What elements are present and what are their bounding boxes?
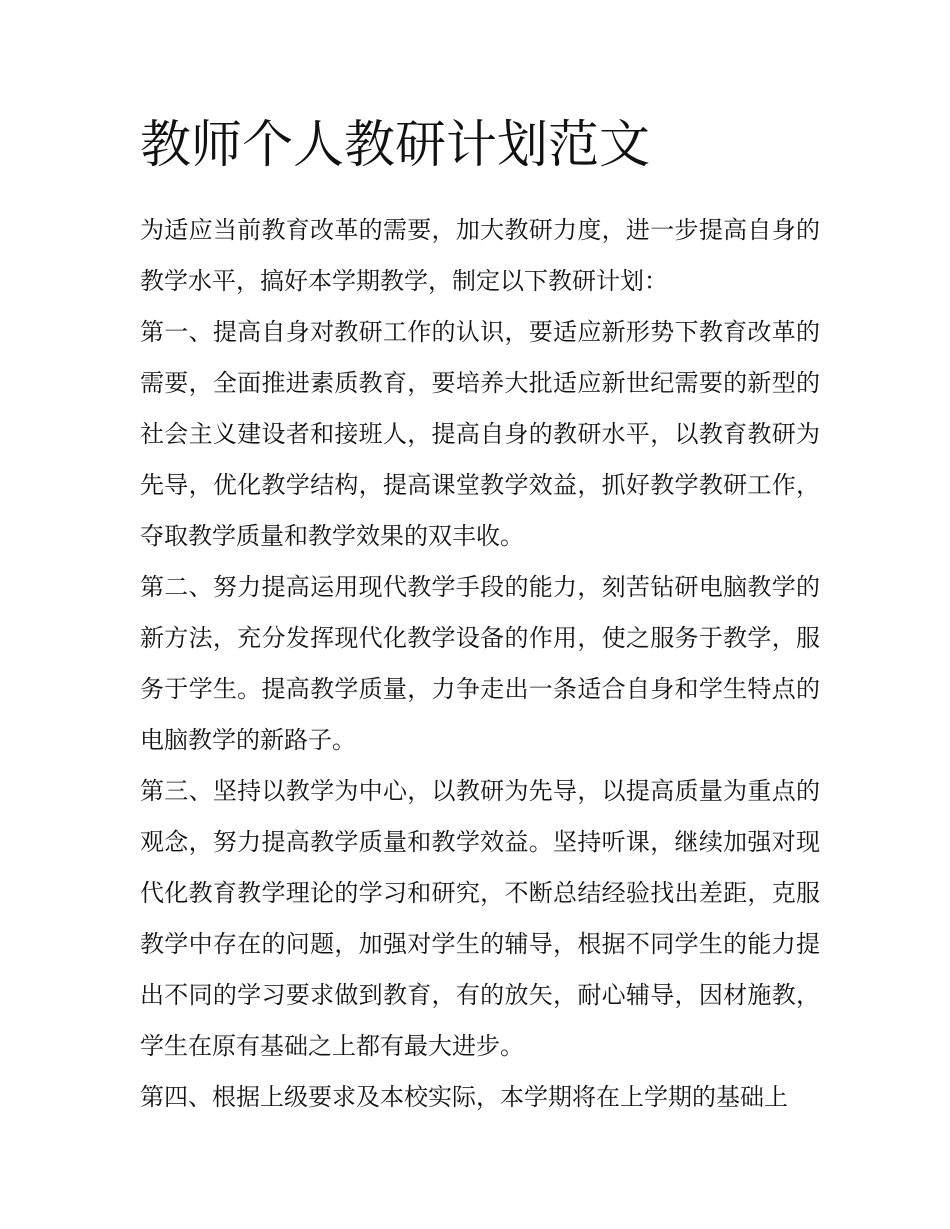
intro-paragraph: 为适应当前教育改革的需要，加大教研力度，进一步提高自身的教学水平，搞好本学期教学，制定以下教研计划： (140, 216, 820, 295)
paragraph-first: 第一、提高自身对教研工作的认识，要适应新形势下教育改革的需要，全面推进素质教育，要培养大批适应新世纪需要的新型的社会主义建设者和接班人，提高自身的教研水平，以教育教研为先导，优化教学结构，提高课堂教学效益，抓好教学教研工作，夺取教学质量和教学效果的双丰收。 (140, 318, 820, 550)
paragraph-second: 第二、努力提高运用现代教学手段的能力，刻苦钻研电脑教学的新方法，充分发挥现代化教学设备的作用，使之服务于教学，服务于学生。提高教学质量，力争走出一条适合自身和学生特点的电脑教学的新路子。 (140, 573, 820, 754)
document-title: 教师个人教研计划范文 (140, 116, 651, 175)
document-body (140, 112, 820, 1123)
paragraph-fourth: 第四、根据上级要求及本校实际，本学期将在上学期的基础上 (140, 1083, 788, 1111)
paragraph-third: 第三、坚持以教学为中心，以教研为先导，以提高质量为重点的观念，努力提高教学质量和教学效益。坚持听课，继续加强对现代化教育教学理论的学习和研究，不断总结经验找出差距，克服教学中存在的问题，加强对学生的辅导，根据不同学生的能力提出不同的学习要求做到教育，有的放矢，耐心辅导，因材施教，学生在原有基础之上都有最大进步。 (140, 777, 820, 1060)
